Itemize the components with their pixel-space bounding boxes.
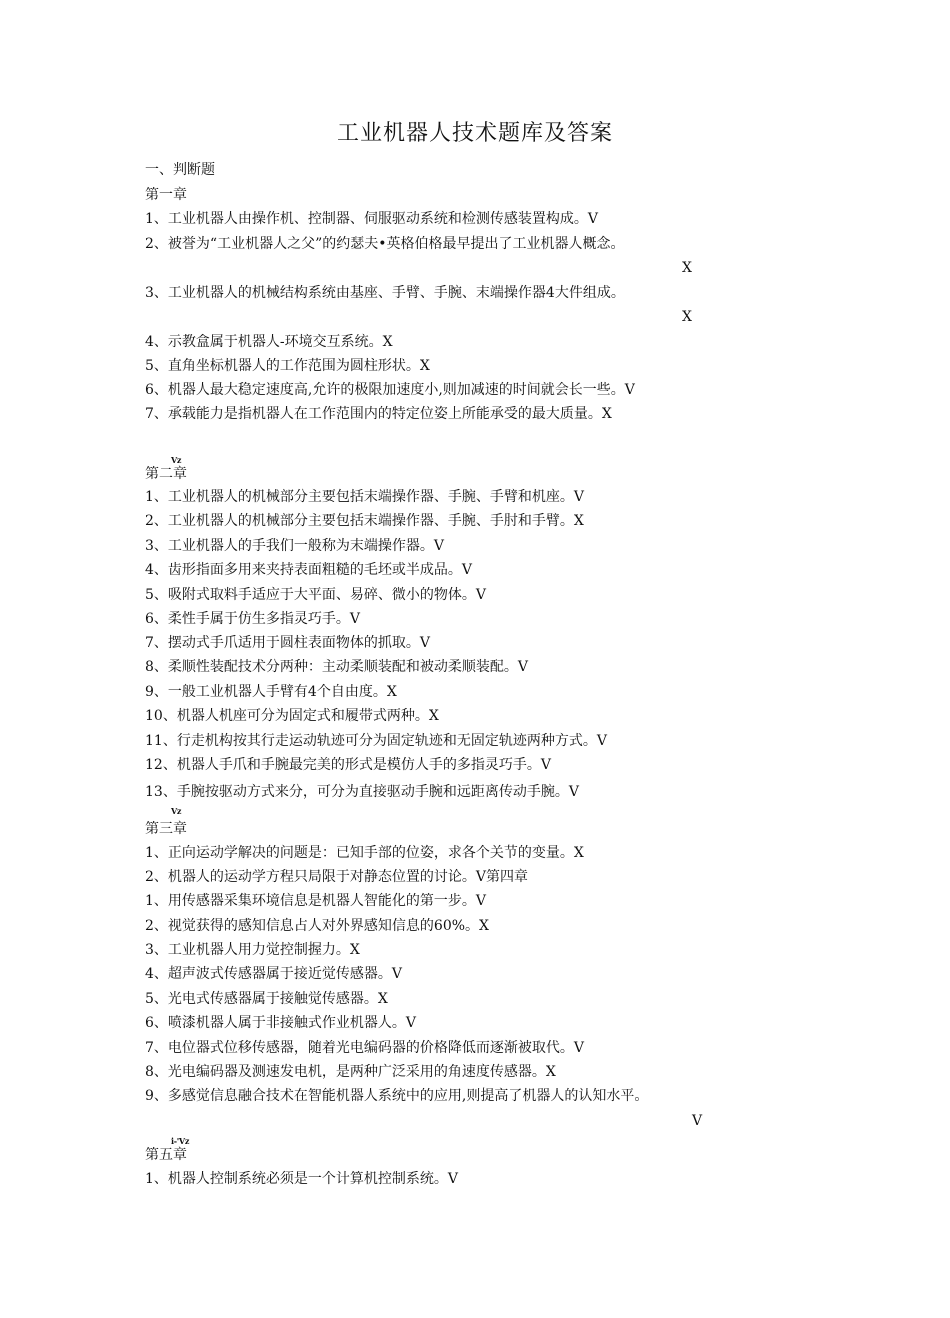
chapter-1-heading: 第一章 — [145, 187, 187, 203]
document-title: 工业机器人技术题库及答案 — [336, 121, 613, 146]
scan-artifact: Vz — [164, 807, 181, 816]
ch1-question-4: 4、示教盒属于机器人-环境交互系统。X — [145, 334, 393, 350]
ch2-question-11: 11、行走机构按其行走运动轨迹可分为固定轨迹和无固定轨迹两种方式。V — [145, 733, 607, 749]
ch4-question-6: 6、喷漆机器人属于非接触式作业机器人。V — [145, 1015, 417, 1031]
ch2-question-9: 9、一般工业机器人手臂有4个自由度。X — [145, 684, 397, 700]
ch1-question-2-answer: X — [682, 260, 692, 276]
ch2-question-4: 4、齿形指面多用来夹持表面粗糙的毛坯或半成品。V — [145, 562, 473, 578]
ch4-question-5: 5、光电式传感器属于接触觉传感器。X — [145, 991, 388, 1007]
ch4-question-9: 9、多感觉信息融合技术在智能机器人系统中的应用,则提高了机器人的认知水平。 — [145, 1088, 649, 1104]
ch1-question-6: 6、机器人最大稳定速度高,允许的极限加速度小,则加减速的时间就会长一些。V — [145, 382, 635, 398]
ch1-question-1: 1、工业机器人由操作机、控制器、伺服驱动系统和检测传感装置构成。V — [145, 211, 599, 227]
ch4-question-4: 4、超声波式传感器属于接近觉传感器。V — [145, 966, 403, 982]
ch2-question-8: 8、柔顺性装配技术分两种：主动柔顺装配和被动柔顺装配。V — [145, 659, 529, 675]
ch4-question-2: 2、视觉获得的感知信息占人对外界感知信息的60%。X — [145, 918, 489, 934]
ch1-question-3: 3、工业机器人的机械结构系统由基座、手臂、手腕、末端操作器4大件组成。 — [145, 285, 625, 301]
ch3-question-1: 1、正向运动学解决的问题是：已知手部的位姿，求各个关节的变量。X — [145, 845, 584, 861]
ch3-question-2: 2、机器人的运动学方程只局限于对静态位置的讨论。V第四章 — [145, 869, 529, 885]
ch1-question-7: 7、承载能力是指机器人在工作范围内的特定位姿上所能承受的最大质量。X — [145, 406, 612, 422]
ch5-question-1: 1、机器人控制系统必须是一个计算机控制系统。V — [145, 1171, 459, 1187]
ch2-question-2: 2、工业机器人的机械部分主要包括末端操作器、手腕、手肘和手臂。X — [145, 513, 584, 529]
ch4-question-7: 7、电位器式位移传感器，随着光电编码器的价格降低而逐渐被取代。V — [145, 1040, 585, 1056]
section-heading: 一、判断题 — [145, 162, 215, 178]
ch4-question-8: 8、光电编码器及测速发电机，是两种广泛采用的角速度传感器。X — [145, 1064, 556, 1080]
ch2-question-7: 7、摆动式手爪适用于圆柱表面物体的抓取。V — [145, 635, 431, 651]
ch2-question-13: 13、手腕按驱动方式来分，可分为直接驱动手腕和远距离传动手腕。V — [145, 784, 579, 800]
ch1-question-5: 5、直角坐标机器人的工作范围为圆柱形状。X — [145, 358, 430, 374]
ch2-question-12: 12、机器人手爪和手腕最完美的形式是模仿人手的多指灵巧手。V — [145, 757, 551, 773]
ch4-question-9-answer: V — [692, 1113, 703, 1129]
ch2-question-3: 3、工业机器人的手我们一般称为末端操作器。V — [145, 538, 445, 554]
ch1-question-2: 2、被誉为“工业机器人之父”的约瑟夫•英格伯格最早提出了工业机器人概念。 — [145, 236, 625, 252]
chapter-2-heading: 第二章 — [145, 466, 187, 482]
scan-artifact: Vz — [164, 456, 181, 465]
scan-artifact: i-'Vz — [164, 1137, 189, 1146]
ch2-question-1: 1、工业机器人的机械部分主要包括末端操作器、手腕、手臂和机座。V — [145, 489, 585, 505]
ch2-question-5: 5、吸附式取料手适应于大平面、易碎、微小的物体。V — [145, 587, 487, 603]
ch4-question-1: 1、用传感器采集环境信息是机器人智能化的第一步。V — [145, 893, 487, 909]
chapter-3-heading: 第三章 — [145, 821, 187, 837]
ch4-question-3: 3、工业机器人用力觉控制握力。X — [145, 942, 360, 958]
ch1-question-3-answer: X — [682, 309, 692, 325]
ch2-question-6: 6、柔性手属于仿生多指灵巧手。V — [145, 611, 361, 627]
ch2-question-10: 10、机器人机座可分为固定式和履带式两种。X — [145, 708, 439, 724]
chapter-5-heading: 第五章 — [145, 1147, 187, 1163]
